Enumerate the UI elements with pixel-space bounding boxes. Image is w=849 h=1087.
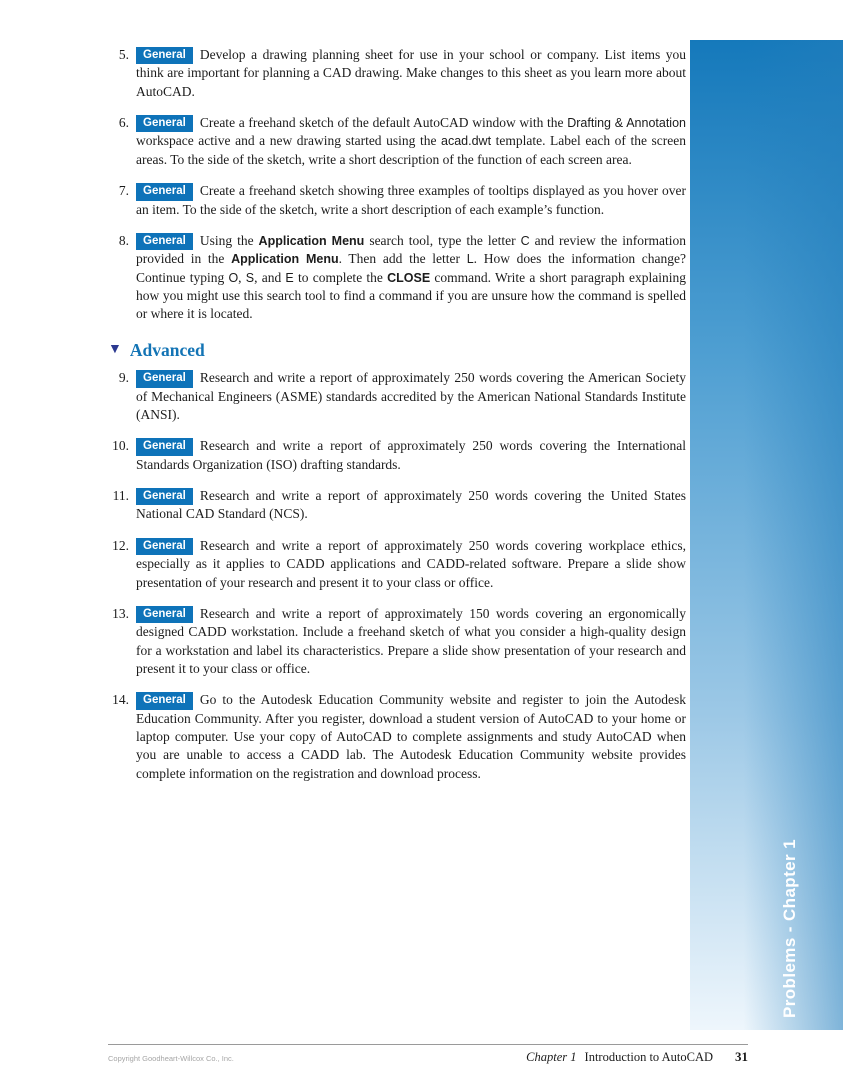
footer-divider [108,1044,748,1045]
problem-number: 8. [118,232,129,248]
problem-row [108,605,686,678]
general-badge: General [136,692,193,709]
footer-chapter-label: Chapter 1 [526,1050,577,1064]
problem-text [136,605,686,678]
text-segment: Application Menu [258,233,365,248]
text-segment: Drafting & Annotation [567,116,686,131]
problem-text [136,46,686,101]
text-segment: Research and write a report of approximately 250 words covering workplace ethics, especially as it applies to CADD applications and CADD-related software. Prepare a slide show presentation of your research and present it to your class or office. [136,537,686,590]
problem-text [136,182,686,219]
footer-chapter-info [526,1048,748,1066]
problem-row [108,369,686,424]
problem-row [108,487,686,524]
problem-text [136,114,686,169]
problem-text [136,691,686,783]
text-segment: acad.dwt [441,134,492,149]
text-segment: Research and write a report of approximately 250 words covering the International Standards Organization (ISO) drafting standards. [136,438,686,472]
footer-chapter-title: Introduction to AutoCAD [584,1050,713,1064]
problem-number: 13. [112,605,129,621]
text-segment: E [285,270,294,285]
text-segment: Using the [199,232,259,248]
problem-row [108,114,686,169]
text-segment: template. Label each of the screen areas. To the side of the sketch, write a short description of the function of each screen area. [136,133,686,167]
problem-number: 14. [112,692,129,708]
triangle-down-icon: ▼ [108,342,122,358]
text-segment: , [238,269,246,285]
text-segment: , and [254,269,286,285]
problem-number: 11. [112,488,129,504]
problem-text [136,437,686,474]
problem-row [108,437,686,474]
problem-row [108,46,686,101]
problem-text [136,369,686,424]
problem-text [136,537,686,592]
text-segment: O [228,270,239,285]
problem-number: 6. [118,115,129,131]
problem-text [136,487,686,524]
text-segment: C [520,233,530,248]
text-segment: . Then add the letter [338,251,467,267]
general-badge: General [136,370,193,387]
problem-row [108,232,686,324]
text-segment: L [466,252,474,267]
chapter-sidebar-tab [690,40,843,1030]
problem-row [108,537,686,592]
text-segment: Develop a drawing planning sheet for use in your school or company. List items you think are important for planning a CAD drawing. Make changes to this sheet as you learn more about AutoCAD. [136,47,686,99]
text-segment: Go to the Autodesk Education Community website and register to join the Autodesk Education Community. After you register, download a student version of AutoCAD to your home or laptop computer. Use your copy of AutoCAD to complete assignments and study AutoCAD when you are unable to access a CADD lab. The Autodesk Education Community website provides complete information on the registration and download process. [136,692,686,781]
advanced-section-heading [108,339,686,360]
general-badge: General [136,115,193,132]
text-segment: Application Menu [231,252,339,267]
problem-number: 12. [112,537,129,553]
text-segment: workspace active and a new drawing started using the [136,133,442,149]
sidebar-chapter-label: Problems - Chapter 1 [779,839,799,1018]
problems-list-basic [108,46,686,324]
problem-number: 7. [118,183,129,199]
problem-text [136,232,686,324]
problems-content [108,46,686,796]
text-segment: . How does the information change? Continue typing [136,251,686,285]
text-segment: and review the information provided in the [136,232,686,267]
problem-row [108,691,686,783]
text-segment: search tool, type the letter [364,232,521,248]
problem-number: 10. [112,438,129,454]
text-segment: Create a freehand sketch showing three examples of tooltips displayed as you hover over an item. To the side of the sketch, write a short description of each example’s function. [136,183,686,217]
text-segment: Research and write a report of approximately 250 words covering the United States National CAD Standard (NCS). [136,488,686,522]
problem-number: 9. [118,370,129,386]
text-segment: to complete the [293,269,388,285]
text-segment: Create a freehand sketch of the default AutoCAD window with the [199,115,568,131]
general-badge: General [136,488,193,505]
general-badge: General [136,47,193,64]
general-badge: General [136,538,193,555]
general-badge: General [136,438,193,455]
general-badge: General [136,606,193,623]
text-segment: CLOSE [387,270,431,285]
text-segment: S [245,270,255,285]
problems-list-advanced [108,369,686,783]
general-badge: General [136,183,193,200]
advanced-heading-label: Advanced [129,339,205,360]
text-segment: command. Write a short paragraph explaining how you might use this search tool to find a command if you are unsure how the command is spelled or where it is located. [136,269,686,322]
text-segment: Research and write a report of approximately 250 words covering the American Society of Mechanical Engineers (ASME) standards accredited by the American National Standards Institute (ANSI). [136,370,686,422]
text-segment: Research and write a report of approximately 150 words covering an ergonomically designed CADD workstation. Include a freehand sketch of what you consider a high-quality design for a workstation and label its characteristics. Prepare a slide show presentation of your research and present it to your class or office. [136,605,686,676]
footer-page-number: 31 [735,1049,748,1064]
problem-number: 5. [118,47,129,62]
general-badge: General [136,233,193,250]
copyright-text: Copyright Goodheart-Willcox Co., Inc. [108,1054,234,1063]
page-footer [108,1048,748,1066]
problem-row [108,182,686,219]
